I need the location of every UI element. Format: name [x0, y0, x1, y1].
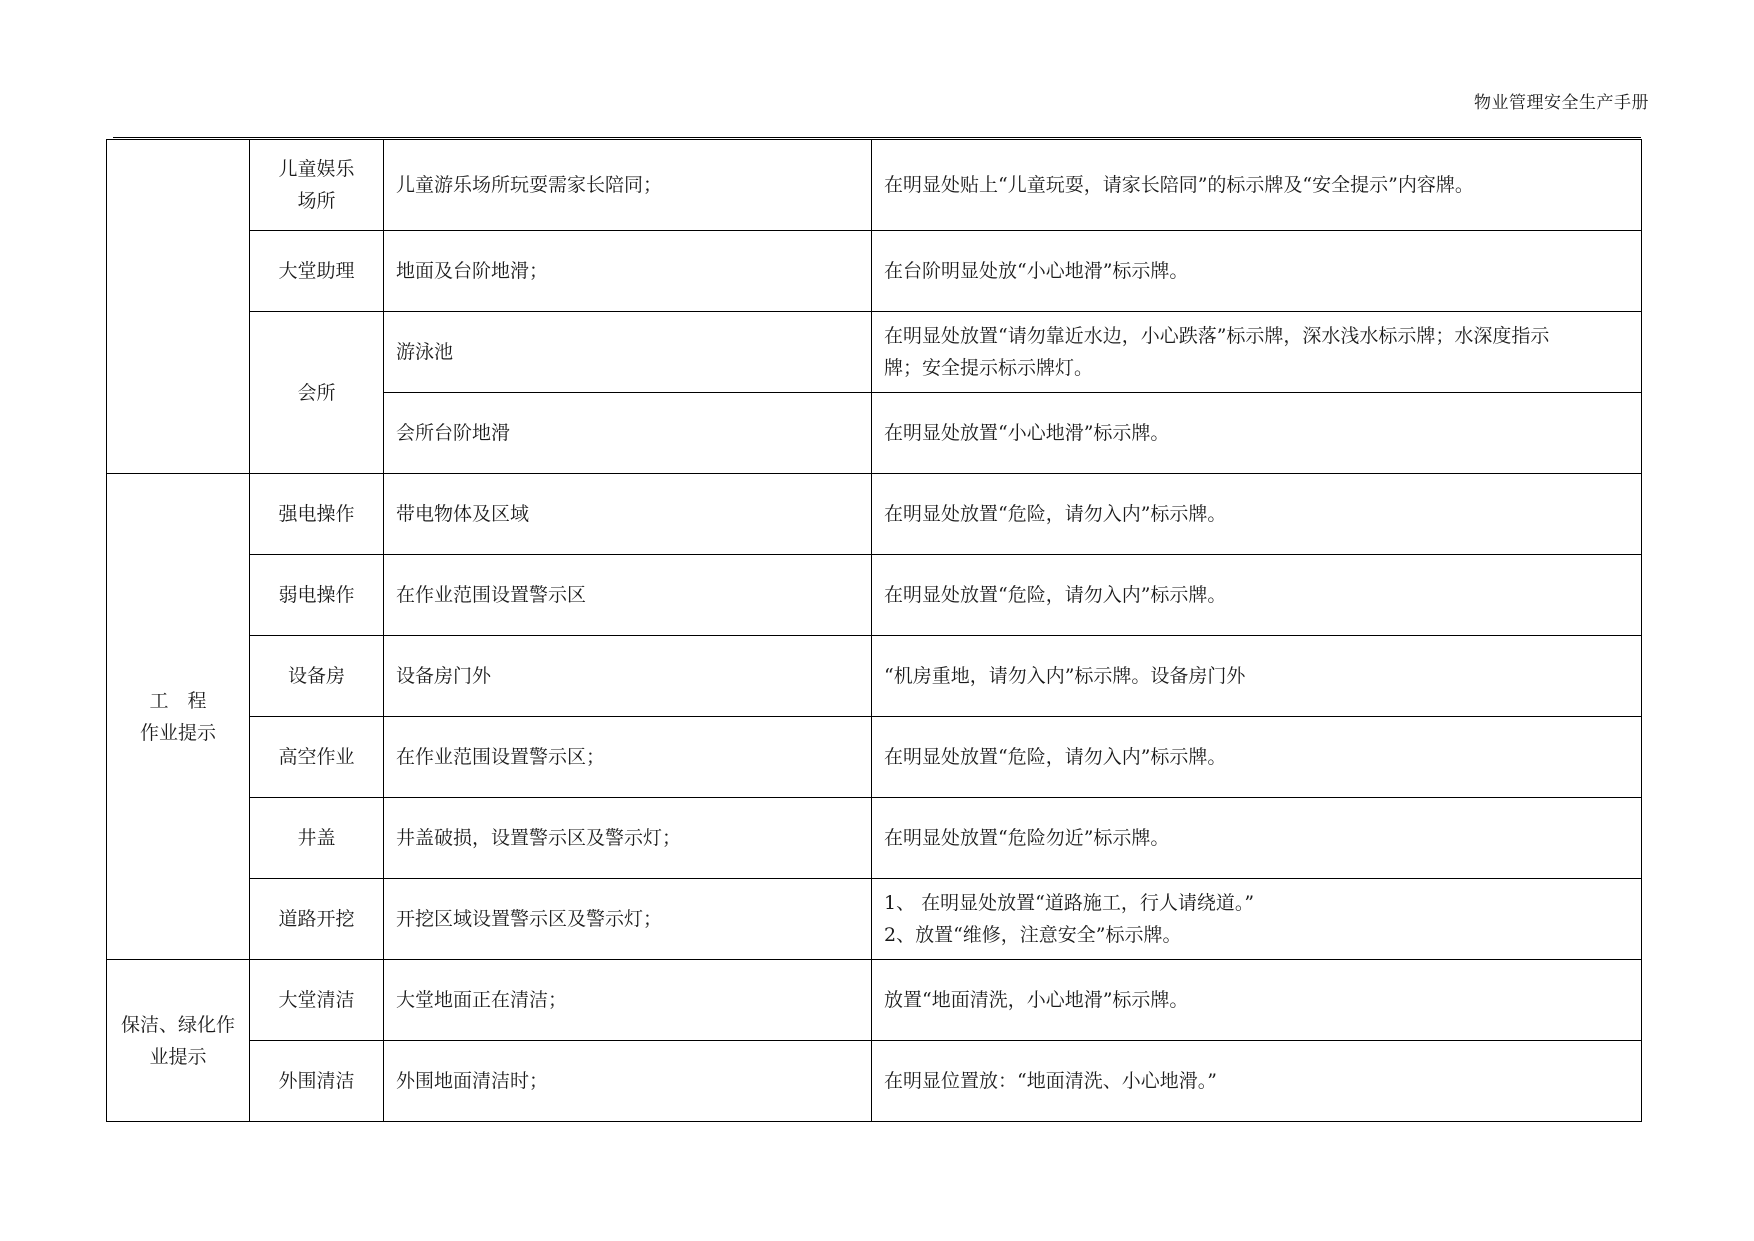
- measure-cell: [872, 140, 1642, 231]
- scene-text: 儿童游乐场所玩耍需家长陪同；: [396, 174, 663, 196]
- place-label: 外围清洁: [278, 1070, 355, 1092]
- place-cell: [250, 960, 384, 1041]
- scene-cell: [384, 231, 872, 312]
- place-cell: [250, 555, 384, 636]
- measure-cell: [872, 960, 1642, 1041]
- place-cell: [250, 879, 384, 960]
- measure-cell: [872, 231, 1642, 312]
- measure-text: 在明显处放置“危险，请勿入内”标示牌。: [884, 584, 1227, 606]
- scene-text: 在作业范围设置警示区: [396, 584, 587, 606]
- measure-text-line: 1、 在明显处放置“道路施工，行人请绕道。”: [884, 892, 1255, 914]
- place-label: 井盖: [297, 827, 336, 849]
- table-row: [107, 960, 1642, 1041]
- scene-cell: [384, 636, 872, 717]
- scene-cell: [384, 1041, 872, 1122]
- measure-text: 在明显处放置“危险勿近”标示牌。: [884, 827, 1170, 849]
- scene-text: 游泳池: [396, 341, 454, 363]
- place-label: 设备房: [287, 665, 345, 687]
- scene-cell: [384, 474, 872, 555]
- scene-cell: [384, 393, 872, 474]
- measure-text: 在明显处放置“危险，请勿入内”标示牌。: [884, 746, 1227, 768]
- table-row: [107, 798, 1642, 879]
- scene-cell: [384, 879, 872, 960]
- table-row: [107, 474, 1642, 555]
- measure-text-line: 在明显处放置“请勿靠近水边，小心跌落”标示牌，深水浅水标示牌；水深度指示: [884, 325, 1550, 347]
- measure-text: “机房重地，请勿入内”标示牌。设备房门外: [884, 665, 1246, 687]
- scene-cell: [384, 555, 872, 636]
- measure-text: 在明显处贴上“儿童玩耍，请家长陪同”的标示牌及“安全提示”内容牌。: [884, 174, 1474, 196]
- table-row: [107, 312, 1642, 393]
- scene-cell: [384, 717, 872, 798]
- scene-text: 大堂地面正在清洁；: [396, 989, 568, 1011]
- category-label-line: 业提示: [149, 1045, 207, 1068]
- measure-cell: [872, 393, 1642, 474]
- scene-text: 地面及台阶地滑；: [396, 260, 549, 282]
- scene-text: 外围地面清洁时；: [396, 1070, 549, 1092]
- place-label: 道路开挖: [278, 908, 355, 930]
- measure-cell: [872, 555, 1642, 636]
- measure-text: 放置“地面清洗，小心地滑”标示牌。: [884, 989, 1189, 1011]
- place-label-line: 儿童娱乐: [278, 158, 355, 180]
- category-label-line: 保洁、绿化作: [120, 1013, 235, 1036]
- place-label: 大堂清洁: [278, 989, 355, 1011]
- table-row: [107, 1041, 1642, 1122]
- measure-cell: [872, 879, 1642, 960]
- measure-text: 在台阶明显处放“小心地滑”标示牌。: [884, 260, 1189, 282]
- category-cell-blank: [107, 140, 250, 474]
- scene-text: 开挖区域设置警示区及警示灯；: [396, 908, 663, 930]
- table-row: [107, 555, 1642, 636]
- category-cell: [107, 960, 250, 1122]
- place-label: 大堂助理: [278, 260, 355, 282]
- place-label: 强电操作: [278, 503, 355, 525]
- place-cell: [250, 798, 384, 879]
- place-label: 会所: [297, 381, 336, 404]
- place-label-line: 场所: [297, 190, 336, 212]
- page-header-title: 物业管理安全生产手册: [1474, 93, 1649, 113]
- scene-cell: [384, 960, 872, 1041]
- measure-cell: [872, 717, 1642, 798]
- scene-text: 带电物体及区域: [396, 503, 530, 525]
- place-cell: [250, 636, 384, 717]
- measure-cell: [872, 636, 1642, 717]
- place-cell: [250, 474, 384, 555]
- place-label: 弱电操作: [278, 584, 355, 606]
- table-row: [107, 636, 1642, 717]
- table-row: [107, 879, 1642, 960]
- scene-cell: [384, 140, 872, 231]
- category-label-line: 工 程: [149, 689, 207, 712]
- category-cell: [107, 474, 250, 960]
- place-cell: [250, 312, 384, 474]
- measure-cell: [872, 798, 1642, 879]
- category-label-line: 作业提示: [139, 721, 216, 744]
- measure-cell: [872, 312, 1642, 393]
- table-row: [107, 717, 1642, 798]
- scene-text: 设备房门外: [396, 665, 492, 687]
- measure-cell: [872, 1041, 1642, 1122]
- header-rule: [113, 137, 1641, 138]
- scene-cell: [384, 798, 872, 879]
- scene-text: 在作业范围设置警示区；: [396, 746, 606, 768]
- measure-text: 在明显处放置“小心地滑”标示牌。: [884, 422, 1170, 444]
- table-row: [107, 140, 1642, 231]
- measure-cell: [872, 474, 1642, 555]
- place-cell: [250, 140, 384, 231]
- scene-cell: [384, 312, 872, 393]
- measure-text-line: 2、放置“维修，注意安全”标示牌。: [884, 924, 1182, 946]
- measure-text-line: 牌；安全提示标示牌灯。: [884, 357, 1094, 379]
- place-cell: [250, 231, 384, 312]
- measure-text: 在明显处放置“危险，请勿入内”标示牌。: [884, 503, 1227, 525]
- place-label: 高空作业: [278, 746, 355, 768]
- measure-text: 在明显位置放：“地面清洗、小心地滑。”: [884, 1070, 1217, 1092]
- place-cell: [250, 1041, 384, 1122]
- scene-text: 井盖破损，设置警示区及警示灯；: [396, 827, 682, 849]
- table-row: [107, 231, 1642, 312]
- safety-sign-table: [106, 139, 1642, 1122]
- scene-text: 会所台阶地滑: [396, 422, 511, 444]
- place-cell: [250, 717, 384, 798]
